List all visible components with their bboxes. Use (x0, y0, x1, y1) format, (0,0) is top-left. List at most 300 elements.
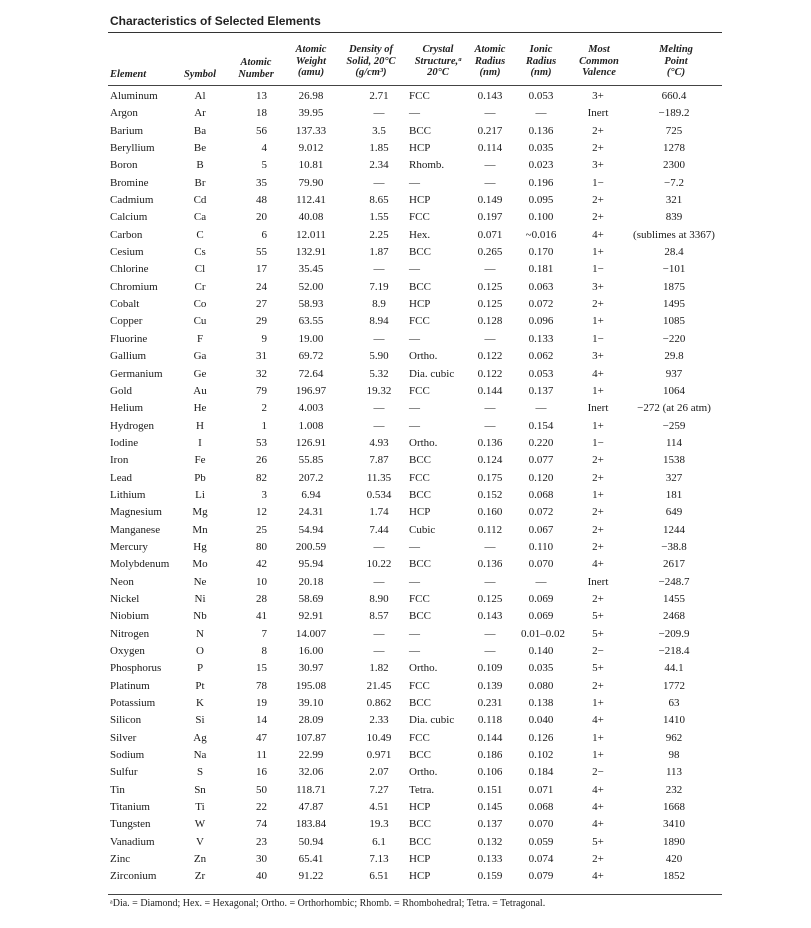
element-name-cell: Hydrogen (110, 419, 154, 432)
table-row (108, 782, 722, 799)
symbol-cell: Cu (193, 315, 207, 328)
crystal-structure-cell: — (409, 645, 420, 657)
melting-point-cell: 232 (665, 783, 683, 796)
element-name-cell: Cadmium (110, 194, 154, 207)
ionic-radius-cell: 0.181 (528, 263, 554, 276)
element-name-cell: Boron (110, 159, 138, 172)
atomic-number-cell: 3 (261, 488, 267, 501)
symbol-cell: Pb (194, 471, 206, 484)
symbol-cell: Ti (195, 801, 205, 814)
atomic-weight-cell: 19.00 (298, 332, 324, 345)
density-cell: 10.49 (366, 731, 392, 744)
crystal-structure-cell: FCC (409, 592, 430, 605)
element-name-cell: Mercury (110, 540, 148, 553)
melting-point-cell: −38.8 (661, 540, 687, 553)
element-name-cell: Molybdenum (110, 558, 170, 571)
symbol-cell: Zn (193, 853, 207, 866)
crystal-structure-cell: Tetra. (409, 783, 435, 796)
crystal-structure-cell: Hex. (409, 228, 431, 241)
element-name-cell: Calcium (110, 211, 148, 224)
atomic-number-cell: 41 (256, 610, 267, 623)
ionic-radius-cell: 0.137 (528, 384, 554, 397)
symbol-cell: Si (195, 714, 205, 727)
density-cell: 19.3 (369, 818, 389, 831)
valence-cell: 1− (592, 263, 604, 276)
density-cell: — (373, 645, 385, 657)
table-row (108, 504, 722, 521)
density-cell: — (373, 263, 385, 276)
element-name-cell: Cesium (110, 246, 144, 259)
atomic-radius-cell: 0.137 (477, 818, 503, 831)
atomic-number-cell: 11 (256, 749, 267, 762)
valence-cell: 4+ (592, 714, 604, 727)
ionic-radius-cell: 0.063 (528, 280, 554, 293)
crystal-structure-cell: Ortho. (409, 350, 438, 363)
valence-cell: 3+ (592, 350, 604, 363)
element-name-cell: Nickel (110, 592, 140, 605)
element-name-cell: Vanadium (110, 835, 155, 848)
crystal-structure-cell: — (409, 419, 420, 432)
melting-point-cell: 1890 (663, 835, 685, 848)
valence-cell: 1+ (592, 488, 604, 501)
atomic-radius-cell: 0.114 (477, 142, 503, 155)
symbol-cell: Br (194, 176, 206, 189)
atomic-number-cell: 14 (256, 714, 267, 727)
valence-cell: 2+ (592, 454, 604, 467)
symbol-cell: Mn (192, 523, 208, 536)
table-row (108, 470, 722, 487)
footnote: ᵃDia. = Diamond; Hex. = Hexagonal; Ortho. = Orthorhombic; Rhomb. = Rhombohedral; Tetra. = Tetragonal. (110, 898, 546, 909)
valence-cell: 2+ (592, 679, 604, 692)
density-cell: 1.82 (369, 662, 389, 675)
density-cell: 2.34 (369, 159, 389, 172)
table-row (108, 678, 722, 695)
melting-point-cell: 420 (665, 853, 683, 866)
ionic-radius-cell: 0.068 (528, 801, 554, 814)
atomic-weight-cell: 72.64 (298, 367, 324, 380)
table-row (108, 296, 722, 313)
density-cell: 5.90 (369, 350, 389, 363)
atomic-number-cell: 5 (261, 159, 267, 172)
header-symbol (183, 69, 217, 81)
density-cell: — (373, 540, 385, 553)
header-line: Crystal (422, 44, 454, 55)
crystal-structure-cell: BCC (409, 835, 432, 848)
melting-point-cell: 29.8 (664, 350, 684, 363)
header-line: (nm) (530, 67, 552, 78)
header-line: Atomic (295, 44, 327, 55)
atomic-number-cell: 7 (261, 627, 267, 640)
atomic-number-cell: 20 (256, 211, 267, 224)
atomic-number-cell: 50 (256, 783, 267, 796)
element-name-cell: Potassium (110, 697, 156, 710)
atomic-number-cell: 12 (256, 506, 267, 519)
valence-cell: 2+ (592, 194, 604, 207)
crystal-structure-cell: Ortho. (409, 662, 438, 675)
symbol-cell: Pt (195, 679, 205, 692)
element-name-cell: Barium (110, 124, 143, 137)
table-row (108, 591, 722, 608)
table-title: Characteristics of Selected Elements (110, 14, 321, 28)
table-row (108, 608, 722, 625)
atomic-number-cell: 82 (256, 471, 267, 484)
density-cell: 8.90 (369, 592, 389, 605)
element-name-cell: Germanium (110, 367, 163, 380)
ionic-radius-cell: 0.126 (528, 731, 554, 744)
atomic-radius-cell: 0.231 (477, 697, 503, 710)
atomic-radius-cell: 0.143 (477, 610, 503, 623)
ionic-radius-cell: 0.120 (528, 471, 554, 484)
crystal-structure-cell: — (409, 540, 420, 553)
element-name-cell: Carbon (110, 228, 143, 241)
symbol-cell: V (196, 835, 204, 848)
crystal-structure-cell: FCC (409, 679, 430, 692)
crystal-structure-cell: FCC (409, 315, 430, 328)
header-crystal-structure (406, 44, 470, 79)
element-name-cell: Magnesium (110, 506, 162, 519)
atomic-radius-cell: 0.128 (477, 315, 503, 328)
density-cell: 19.32 (366, 384, 392, 397)
table-row (108, 157, 722, 174)
melting-point-cell: −209.9 (658, 627, 690, 640)
valence-cell: Inert (587, 402, 609, 415)
atomic-weight-cell: 26.98 (298, 90, 324, 102)
valence-cell: 1− (592, 436, 604, 449)
header-line: Atomic (474, 44, 506, 55)
symbol-cell: H (196, 419, 204, 432)
atomic-number-cell: 30 (256, 853, 267, 866)
melting-point-cell: 98 (668, 749, 680, 762)
atomic-weight-cell: 28.09 (298, 714, 324, 727)
header-line: Density of (348, 44, 394, 55)
atomic-radius-cell: 0.133 (477, 853, 503, 866)
atomic-weight-cell: 24.31 (298, 506, 324, 519)
table-row (108, 660, 722, 677)
density-cell: 2.71 (369, 90, 389, 102)
melting-point-cell: 2300 (663, 159, 685, 172)
density-cell: — (373, 627, 385, 640)
atomic-radius-cell: — (484, 540, 496, 553)
atomic-number-cell: 55 (256, 246, 267, 259)
symbol-cell: Zr (194, 870, 206, 883)
crystal-structure-cell: Dia. cubic (409, 367, 455, 380)
header-melting-point (630, 44, 722, 79)
crystal-structure-cell: BCC (409, 697, 432, 710)
ionic-radius-cell: 0.136 (528, 124, 554, 137)
valence-cell: 5+ (592, 610, 604, 623)
ionic-radius-cell: 0.035 (528, 662, 554, 675)
density-cell: 0.862 (366, 697, 392, 710)
atomic-weight-cell: 118.71 (296, 783, 326, 796)
atomic-weight-cell: 9.012 (298, 142, 324, 155)
atomic-number-cell: 56 (256, 124, 267, 137)
atomic-radius-cell: 0.143 (477, 90, 503, 102)
ionic-radius-cell: 0.196 (528, 176, 554, 189)
valence-cell: 2+ (592, 298, 604, 311)
atomic-weight-cell: 35.45 (298, 263, 324, 276)
atomic-number-cell: 22 (256, 801, 267, 814)
symbol-cell: Ne (193, 575, 207, 588)
table-row (108, 209, 722, 226)
element-name-cell: Beryllium (110, 142, 155, 155)
density-cell: 10.22 (366, 558, 392, 571)
table-row (108, 418, 722, 435)
header-line: 20°C (427, 67, 449, 78)
bottom-rule (108, 894, 722, 895)
atomic-weight-cell: 1.008 (298, 419, 324, 432)
crystal-structure-cell: — (409, 627, 420, 640)
valence-cell: 3+ (592, 159, 604, 172)
melting-point-cell: 1852 (663, 870, 685, 883)
symbol-cell: Cs (194, 246, 206, 259)
ionic-radius-cell: 0.062 (528, 350, 554, 363)
ionic-radius-cell: 0.220 (528, 436, 554, 449)
element-name-cell: Oxygen (110, 645, 145, 657)
valence-cell: 1+ (592, 246, 604, 259)
atomic-radius-cell: — (484, 159, 496, 172)
melting-point-cell: 839 (665, 211, 683, 224)
crystal-structure-cell: BCC (409, 124, 432, 137)
atomic-number-cell: 16 (256, 766, 267, 779)
crystal-structure-cell: HCP (409, 298, 431, 311)
melting-point-cell: −189.2 (658, 107, 690, 120)
atomic-weight-cell: 32.06 (298, 766, 324, 779)
atomic-radius-cell: 0.139 (477, 679, 503, 692)
table-row (108, 747, 722, 764)
header-valence (574, 44, 624, 79)
density-cell: 7.27 (369, 783, 389, 796)
header-line: Valence (582, 67, 616, 78)
melting-point-cell: 44.1 (664, 662, 684, 675)
crystal-structure-cell: HCP (409, 142, 431, 155)
valence-cell: 2+ (592, 523, 604, 536)
ionic-radius-cell: 0.071 (528, 783, 554, 796)
atomic-weight-cell: 4.003 (298, 402, 324, 415)
elements-table (108, 88, 722, 886)
atomic-radius-cell: 0.122 (477, 367, 503, 380)
atomic-radius-cell: 0.136 (477, 558, 503, 571)
ionic-radius-cell: 0.074 (528, 853, 554, 866)
ionic-radius-cell: 0.072 (528, 506, 554, 519)
symbol-cell: Ga (193, 350, 207, 363)
element-name-cell: Lead (110, 471, 132, 484)
ionic-radius-cell: ~0.016 (525, 228, 557, 241)
table-row (108, 816, 722, 833)
melting-point-cell: 1495 (663, 298, 685, 311)
element-name-cell: Platinum (110, 679, 150, 692)
table-row (108, 383, 722, 400)
atomic-radius-cell: 0.122 (477, 350, 503, 363)
melting-point-cell: 1455 (663, 592, 685, 605)
melting-point-cell: −218.4 (658, 645, 690, 657)
atomic-weight-cell: 79.90 (298, 176, 324, 189)
valence-cell: 3+ (592, 90, 604, 102)
melting-point-cell: −248.7 (658, 575, 690, 588)
atomic-number-cell: 42 (256, 558, 267, 571)
header-line: (amu) (297, 67, 325, 78)
melting-point-cell: −7.2 (664, 176, 684, 189)
header-line: Structure,ᵃ (414, 55, 462, 67)
crystal-structure-cell: HCP (409, 506, 431, 519)
element-name-cell: Gallium (110, 350, 147, 363)
atomic-radius-cell: 0.217 (477, 124, 503, 137)
ionic-radius-cell: 0.096 (528, 315, 554, 328)
atomic-weight-cell: 6.94 (301, 488, 321, 501)
crystal-structure-cell: — (409, 402, 420, 415)
melting-point-cell: (sublimes at 3367) (633, 228, 715, 241)
valence-cell: 2+ (592, 471, 604, 484)
crystal-structure-cell: BCC (409, 818, 432, 831)
atomic-number-cell: 78 (256, 679, 267, 692)
crystal-structure-cell: Ortho. (409, 766, 438, 779)
header-line: Point (664, 55, 688, 67)
crystal-structure-cell: BCC (409, 610, 432, 623)
header-line: Element (110, 69, 147, 80)
density-cell: 6.51 (369, 870, 389, 883)
crystal-structure-cell: — (409, 332, 420, 345)
element-name-cell: Sulfur (110, 766, 138, 779)
atomic-radius-cell: 0.159 (477, 870, 503, 883)
valence-cell: 2− (592, 645, 604, 657)
atomic-number-cell: 6 (261, 228, 267, 241)
atomic-radius-cell: — (484, 419, 496, 432)
melting-point-cell: 1668 (663, 801, 685, 814)
ionic-radius-cell: 0.102 (528, 749, 554, 762)
atomic-radius-cell: 0.152 (477, 488, 503, 501)
melting-point-cell: 1064 (663, 384, 685, 397)
header-line: Most (588, 44, 610, 55)
symbol-cell: Mg (192, 506, 208, 519)
atomic-weight-cell: 63.55 (298, 315, 324, 328)
atomic-radius-cell: — (484, 575, 496, 588)
header-line: Common (579, 55, 619, 67)
atomic-number-cell: 10 (256, 575, 267, 588)
melting-point-cell: 937 (665, 367, 683, 380)
crystal-structure-cell: HCP (409, 194, 431, 207)
symbol-cell: Ag (193, 731, 207, 744)
crystal-structure-cell: FCC (409, 471, 430, 484)
symbol-cell: Al (194, 90, 206, 102)
melting-point-cell: 327 (665, 471, 683, 484)
atomic-number-cell: 15 (256, 662, 267, 675)
atomic-number-cell: 13 (256, 90, 267, 102)
melting-point-cell: 1278 (663, 142, 685, 155)
atomic-radius-cell: 0.144 (477, 731, 503, 744)
atomic-radius-cell: — (484, 402, 496, 415)
atomic-weight-cell: 126.91 (295, 436, 327, 449)
header-line: Melting (659, 44, 693, 55)
ionic-radius-cell: 0.072 (528, 298, 554, 311)
melting-point-cell: 1085 (663, 315, 685, 328)
ionic-radius-cell: — (535, 402, 547, 415)
crystal-structure-cell: Ortho. (409, 436, 438, 449)
ionic-radius-cell: 0.069 (528, 592, 554, 605)
atomic-weight-cell: 183.84 (295, 818, 327, 831)
valence-cell: 4+ (592, 228, 604, 241)
atomic-number-cell: 17 (256, 263, 267, 276)
valence-cell: 1+ (592, 315, 604, 328)
ionic-radius-cell: 0.053 (528, 367, 554, 380)
symbol-cell: C (196, 228, 204, 241)
atomic-number-cell: 8 (261, 645, 267, 657)
ionic-radius-cell: 0.070 (528, 818, 554, 831)
element-name-cell: Zinc (110, 853, 131, 866)
valence-cell: 2− (592, 766, 604, 779)
atomic-weight-cell: 137.33 (295, 124, 327, 137)
symbol-cell: Ar (194, 107, 206, 120)
symbol-cell: Mo (192, 558, 208, 571)
atomic-number-cell: 40 (256, 870, 267, 883)
table-row (108, 730, 722, 747)
crystal-structure-cell: — (409, 263, 420, 276)
element-name-cell: Tin (110, 783, 125, 796)
ionic-radius-cell: 0.059 (528, 835, 554, 848)
density-cell: 8.94 (369, 315, 389, 328)
valence-cell: 4+ (592, 367, 604, 380)
valence-cell: 4+ (592, 801, 604, 814)
symbol-cell: He (193, 402, 207, 415)
density-cell: 7.19 (369, 280, 389, 293)
valence-cell: 2+ (592, 124, 604, 137)
melting-point-cell: 660.4 (661, 90, 687, 102)
symbol-cell: Na (193, 749, 207, 762)
atomic-number-cell: 4 (261, 142, 267, 155)
ionic-radius-cell: — (535, 107, 547, 120)
ionic-radius-cell: 0.053 (528, 90, 554, 102)
density-cell: — (373, 332, 385, 345)
atomic-radius-cell: 0.124 (477, 454, 503, 467)
header-ionic-radius (521, 44, 561, 79)
melting-point-cell: 725 (665, 124, 683, 137)
header-line: (g/cm³) (355, 67, 387, 78)
atomic-number-cell: 26 (256, 454, 267, 467)
table-row (108, 348, 722, 365)
table-row (108, 244, 722, 261)
crystal-structure-cell: FCC (409, 90, 430, 102)
atomic-radius-cell: 0.265 (477, 246, 503, 259)
element-name-cell: Sodium (110, 749, 145, 762)
table-row (108, 123, 722, 140)
atomic-radius-cell: 0.136 (477, 436, 503, 449)
symbol-cell: Ba (193, 124, 207, 137)
crystal-structure-cell: — (409, 575, 420, 588)
density-cell: 7.87 (369, 454, 389, 467)
melting-point-cell: 3410 (663, 818, 685, 831)
melting-point-cell: 962 (665, 731, 683, 744)
element-name-cell: Argon (110, 107, 138, 120)
table-row (108, 140, 722, 157)
density-cell: 1.74 (369, 506, 389, 519)
symbol-cell: Au (193, 384, 207, 397)
ionic-radius-cell: 0.068 (528, 488, 554, 501)
valence-cell: 2+ (592, 540, 604, 553)
valence-cell: Inert (587, 575, 609, 588)
table-row (108, 626, 722, 643)
element-name-cell: Silicon (110, 714, 142, 727)
crystal-structure-cell: BCC (409, 488, 432, 501)
valence-cell: 1− (592, 332, 604, 345)
atomic-number-cell: 23 (256, 835, 267, 848)
element-name-cell: Silver (110, 731, 137, 744)
density-cell: 1.55 (369, 211, 389, 224)
atomic-radius-cell: 0.109 (477, 662, 503, 675)
ionic-radius-cell: 0.070 (528, 558, 554, 571)
density-cell: 1.85 (369, 142, 389, 155)
atomic-radius-cell: 0.112 (477, 523, 503, 536)
symbol-cell: K (196, 697, 204, 710)
density-cell: 7.44 (369, 523, 389, 536)
crystal-structure-cell: FCC (409, 731, 430, 744)
